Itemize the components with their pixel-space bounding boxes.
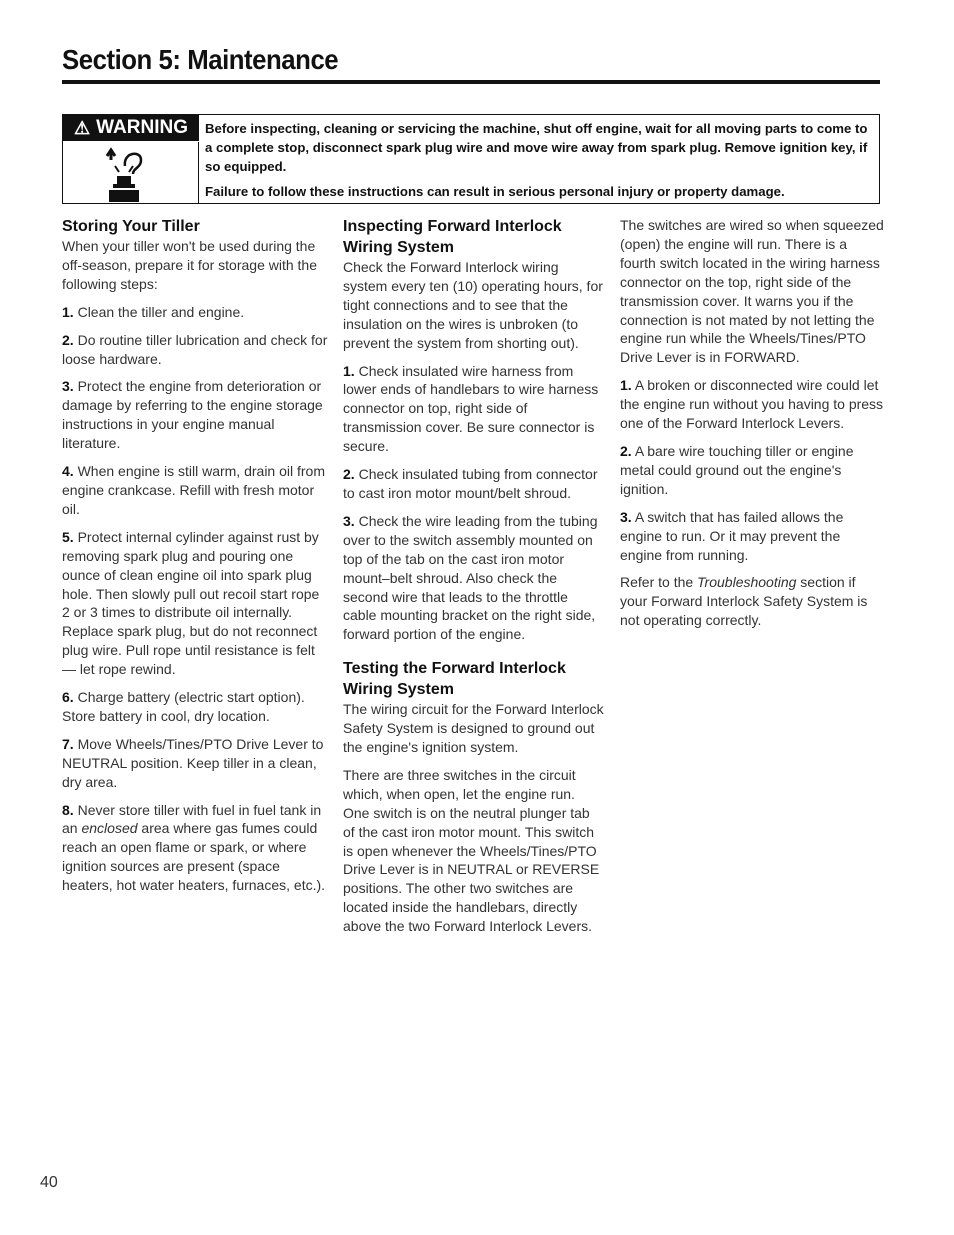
spark-plug-wire-icon [63, 142, 199, 203]
section-heading: Inspecting Forward Interlock Wiring System [343, 218, 562, 256]
section-heading: Testing the Forward Interlock Wiring System [343, 660, 566, 699]
page-number: 40 [40, 1174, 58, 1191]
list-item: 3. Protect the engine from deterioration or damage by referring to the engine storage instructions in your engine manual literature. [62, 378, 323, 452]
list-item: 8. Never store tiller with fuel in fuel tank in an enclosed area where gas fumes could reach an open flame or spark, or where ignition sources are present (space heaters, hot water heaters, furnaces, etc.). [62, 801, 326, 894]
list-item: 1. A broken or disconnected wire could let the engine run without you having to press one of the Forward Interlock Levers. [620, 377, 884, 432]
paragraph: The switches are wired so when squeezed (open) the engine will run. There is a fourth switch located in the wiring harness connector on the top, right side of the transmission cover. It warns you if the connection is not mated by not letting the engine run while the Wheels/Tines/PTO Drive Lever is in FORWARD. [620, 217, 884, 366]
list-item: 2. Do routine tiller lubrication and check for loose hardware. [62, 331, 328, 367]
warning-triangle-icon: ⚠ [74, 117, 91, 138]
list-item: 6. Charge battery (electric start option). Store battery in cool, dry location. [62, 689, 305, 724]
paragraph: The wiring circuit for the Forward Interlock Safety System is designed to ground out the engine's ignition system. [343, 701, 604, 756]
title-rule [62, 80, 880, 84]
list-item: 3. A switch that has failed allows the engine to run. Or it may prevent the engine from running. [620, 508, 844, 563]
paragraph: Refer to the Troubleshooting section if your Forward Interlock Safety System is not operating correctly. [620, 574, 868, 629]
paragraph: There are three switches in the circuit which, when open, let the engine run. One switch is on the neutral plunger tab of the cast iron motor mount. This switch is open whenever the Wheels/Tines/PTO Drive Lever is in NEUTRAL or REVERSE positions. The other two switches are located inside the handlebars, directly above the two Forward Interlock Levers. [343, 766, 600, 935]
warning-text [205, 119, 875, 207]
warning-label [63, 115, 199, 141]
column-testing-cont [620, 216, 884, 639]
list-item: 7. Move Wheels/Tines/PTO Drive Lever to NEUTRAL position. Keep tiller in a clean, dry area. [62, 735, 324, 790]
list-item: 3. Check the wire leading from the tubing over to the switch assembly mounted on top of the tab on the cast iron motor mount–belt shroud. Also check the second wire that leads to the throttle cable mounting bracket on the right side, forward portion of the engine. [343, 512, 598, 643]
list-item: 1. Clean the tiller and engine. [62, 303, 245, 320]
column-inspecting [343, 216, 605, 945]
paragraph: When your tiller won't be used during the off-season, prepare it for storage with the following steps: [62, 238, 317, 292]
column-storing [62, 216, 328, 904]
paragraph: Check the Forward Interlock wiring system every ten (10) operating hours, for tight connections and to see that the insulation on the wires is unbroken (to prevent the system from shorting out). [343, 259, 603, 351]
list-item: 5. Protect internal cylinder against rust by removing spark plug and pouring one ounce of clean engine oil into spark plug hole. Then slowly pull out recoil start rope 2 or 3 times to distribute oil internally. Replace spark plug, but do not reconnect plug wire. Pull rope until resistance is felt — let rope rewind. [62, 528, 320, 678]
list-item: 1. Check insulated wire harness from lower ends of handlebars to wire harness connector on top, right side of transmission cover. Be sure connector is secure. [343, 362, 599, 455]
warning-label-text: WARNING [96, 117, 188, 138]
list-item: 2. A bare wire touching tiller or engine metal could ground out the engine's ignition. [620, 442, 854, 497]
section-heading: Storing Your Tiller [62, 218, 200, 235]
warning-paragraph: Before inspecting, cleaning or servicing the machine, shut off engine, wait for all moving parts to come to a complete stop, disconnect spark plug wire and move wire away from spark plug. Remove ignition key, if so equipped. [205, 121, 868, 174]
list-item: 4. When engine is still warm, drain oil from engine crankcase. Refill with fresh motor oil. [62, 463, 325, 517]
list-item: 2. Check insulated tubing from connector to cast iron motor mount/belt shroud. [343, 466, 598, 501]
warning-paragraph: Failure to follow these instructions can result in serious personal injury or property damage. [205, 184, 785, 199]
warning-box [62, 114, 880, 204]
page-title: Section 5: Maintenance [62, 44, 339, 75]
